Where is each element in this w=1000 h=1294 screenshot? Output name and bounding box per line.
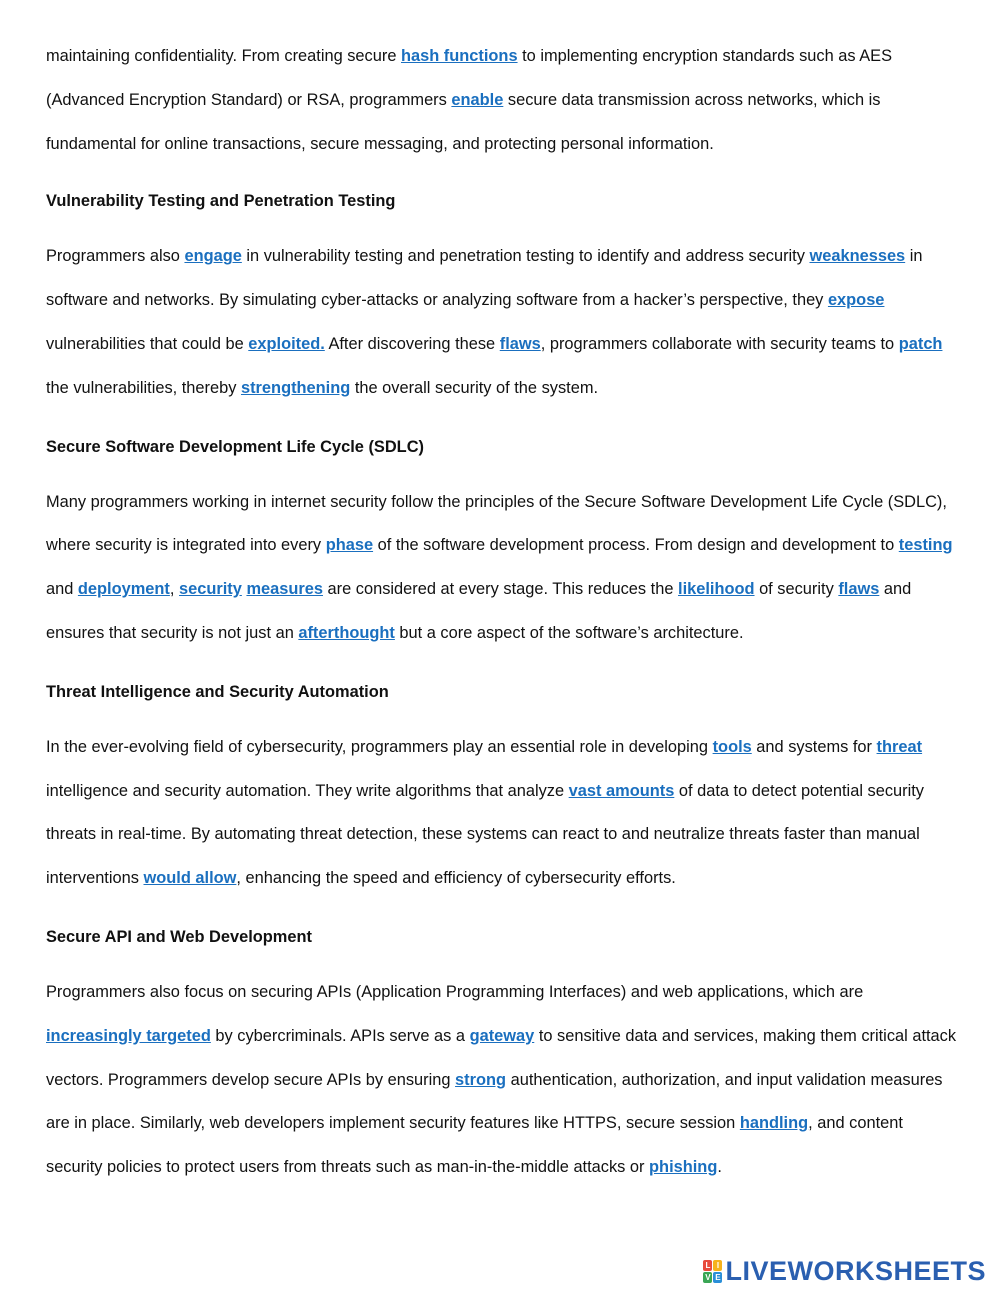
word-link-weaknesses[interactable]: weaknesses xyxy=(809,247,906,266)
text-run: , xyxy=(169,580,179,599)
text-run: intelligence and security automation. They write algorithms that analyze xyxy=(46,781,569,800)
text-run: secure data transmission across networks, which is fundamental for online transactions, secure messaging, and protecting personal information. xyxy=(46,90,881,153)
text-run: and systems for xyxy=(751,737,877,756)
text-run: and xyxy=(46,580,78,599)
text-run: the overall security of the system. xyxy=(350,378,599,397)
word-link-afterthought[interactable]: afterthought xyxy=(298,623,395,642)
text-run: to implementing encryption standards such as AES (Advanced Encryption Standard) or RSA, programmers xyxy=(46,47,893,109)
text-run: After discovering these xyxy=(324,334,500,353)
text-run: vulnerabilities that could be xyxy=(46,334,249,353)
word-link-security[interactable]: security xyxy=(179,580,242,599)
word-link-threat[interactable]: threat xyxy=(876,737,923,756)
word-link-phishing[interactable]: phishing xyxy=(649,1158,718,1177)
word-link-strengthening[interactable]: strengthening xyxy=(240,378,351,397)
text-run: , and content security policies to protect users from threats such as man-in-the-middle attacks or xyxy=(46,1114,903,1177)
word-link-handling[interactable]: handling xyxy=(739,1114,809,1133)
text-run: of the software development process. From design and development to xyxy=(373,536,899,555)
paragraph-threat-intelligence xyxy=(46,726,958,901)
word-link-measures[interactable]: measures xyxy=(246,580,323,599)
text-run: are considered at every stage. This reduces the xyxy=(322,580,679,599)
logo-mark-tile: L xyxy=(703,1260,712,1271)
text-run: maintaining confidentiality. From creating secure xyxy=(46,47,401,65)
word-link-testing[interactable]: testing xyxy=(898,536,953,555)
heading-threat-intelligence: Threat Intelligence and Security Automation xyxy=(46,682,389,701)
word-link-strong[interactable]: strong xyxy=(455,1070,507,1089)
text-run: but a core aspect of the software’s architecture. xyxy=(394,623,744,642)
text-run: , programmers collaborate with security teams to xyxy=(540,334,899,353)
logo-mark-tile: V xyxy=(705,1272,711,1282)
paragraph-sdlc xyxy=(46,481,958,656)
heading-secure-api: Secure API and Web Development xyxy=(46,927,312,946)
word-link-vast-amounts[interactable]: vast amounts xyxy=(568,781,675,800)
text-run: In the ever-evolving field of cybersecurity, programmers play an essential role in developing xyxy=(46,737,713,756)
logo-mark-tile: E xyxy=(715,1272,721,1282)
word-link-patch[interactable]: patch xyxy=(898,334,943,353)
text-run: to sensitive data and services, making them critical attack vectors. Programmers develop secure APIs by ensuring xyxy=(46,1026,957,1089)
word-link-likelihood[interactable]: likelihood xyxy=(678,580,755,599)
word-link-deployment[interactable]: deployment xyxy=(77,580,170,599)
text-run: , enhancing the speed and efficiency of cybersecurity efforts. xyxy=(236,869,676,888)
word-link-gateway[interactable]: gateway xyxy=(469,1026,535,1045)
paragraph-intro xyxy=(46,35,958,166)
text-run: . xyxy=(717,1158,722,1177)
heading-sdlc: Secure Software Development Life Cycle (SDLC) xyxy=(46,437,424,456)
word-link-enable[interactable]: enable xyxy=(451,90,504,109)
word-link-increasingly-targeted[interactable]: increasingly targeted xyxy=(46,1026,211,1045)
word-link-hash-functions[interactable]: hash functions xyxy=(401,47,518,65)
text-run: of security xyxy=(754,580,839,599)
text-run: by cybercriminals. APIs serve as a xyxy=(210,1026,470,1045)
paragraph-vulnerability-testing xyxy=(46,235,958,410)
heading-vulnerability-testing: Vulnerability Testing and Penetration Testing xyxy=(46,192,396,211)
text-run: in vulnerability testing and penetration testing to identify and address security xyxy=(241,247,810,266)
text-run: in software and networks. By simulating cyber-attacks or analyzing software from a hacker’s perspective, they xyxy=(46,247,923,310)
word-link-flaws[interactable]: flaws xyxy=(499,334,541,353)
text-run: the vulnerabilities, thereby xyxy=(46,378,241,397)
word-link-would-allow[interactable]: would allow xyxy=(143,869,237,888)
worksheet-page xyxy=(46,35,958,1190)
text-run: of data to detect potential security threats in real-time. By automating threat detection, these systems can react to and neutralize threats faster than manual interventions xyxy=(46,781,924,888)
text-run: and ensures that security is not just an xyxy=(46,580,912,642)
word-link-flaws[interactable]: flaws xyxy=(838,580,880,599)
text-run: authentication, authorization, and input validation measures are in place. Similarly, web developers implement security features like HTTPS, secure session xyxy=(46,1070,943,1133)
word-link-tools[interactable]: tools xyxy=(712,737,752,756)
liveworksheets-logo xyxy=(703,1256,986,1286)
word-link-expose[interactable]: expose xyxy=(827,291,885,310)
word-link-engage[interactable]: engage xyxy=(184,247,242,266)
logo-text: LIVEWORKSHEETS xyxy=(725,1256,986,1286)
text-run: Programmers also xyxy=(46,247,185,266)
word-link-exploited[interactable]: exploited. xyxy=(248,334,325,353)
logo-mark-icon xyxy=(703,1260,722,1283)
logo-mark-tile: I xyxy=(713,1260,722,1271)
text-run: Programmers also focus on securing APIs (Application Programming Interfaces) and web applications, which are xyxy=(46,982,864,1001)
text-run: Many programmers working in internet security follow the principles of the Secure Software Development Life Cycle (SDLC), where security is integrated into every xyxy=(46,492,947,555)
word-link-phase[interactable]: phase xyxy=(325,536,374,555)
paragraph-secure-api xyxy=(46,971,958,1190)
